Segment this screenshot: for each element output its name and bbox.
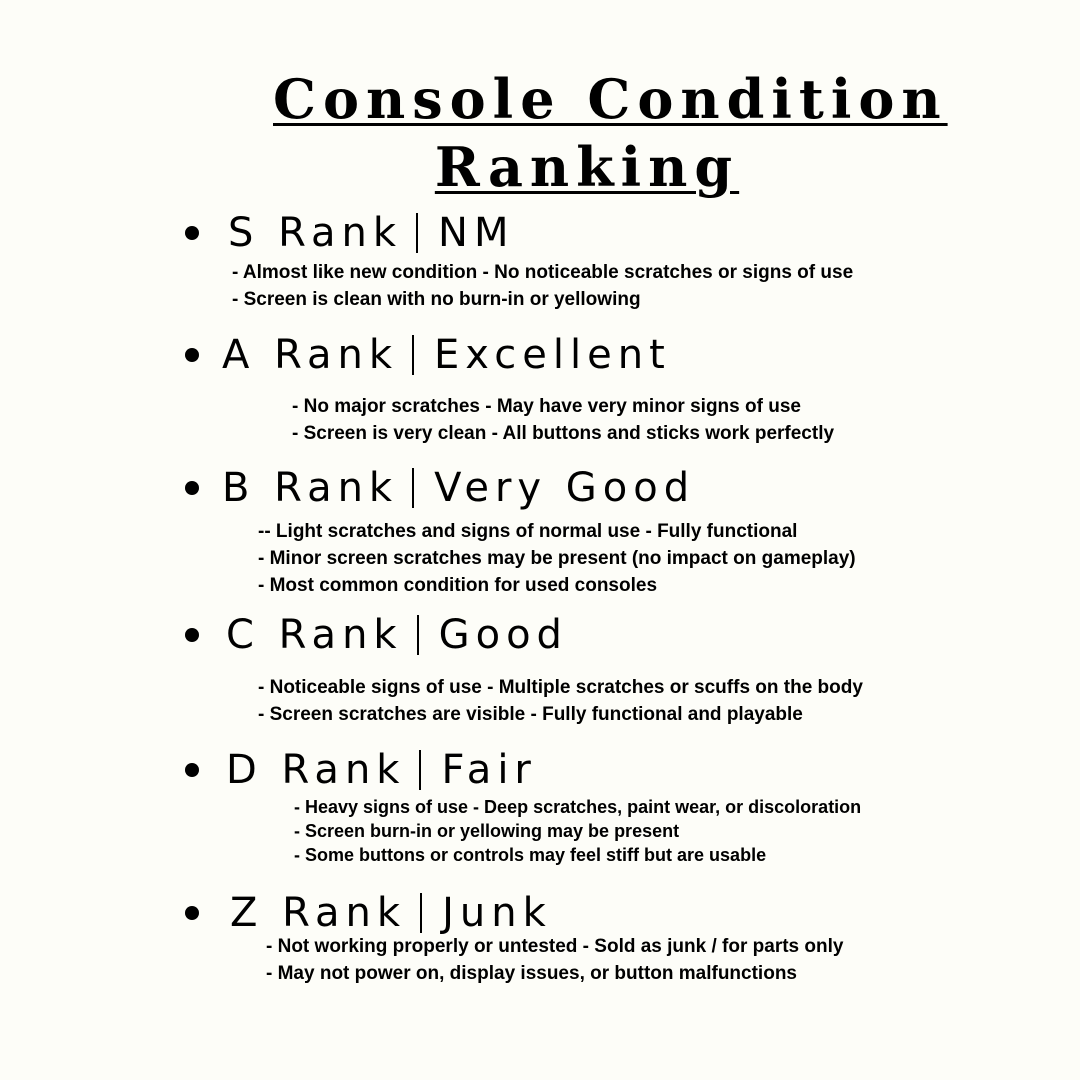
rank-label: C Rank	[226, 612, 403, 658]
rank-label: B Rank	[222, 465, 399, 511]
rank-description	[294, 795, 861, 867]
rank-label: S Rank	[228, 210, 403, 256]
rank-grade: Fair	[441, 747, 537, 793]
rank-grade: Good	[438, 612, 568, 658]
separator	[420, 893, 422, 933]
bullet-icon	[185, 906, 199, 920]
description-line: - Screen is clean with no burn-in or yellowing	[232, 289, 641, 310]
separator	[412, 468, 414, 508]
description-line: - Screen scratches are visible - Fully functional and playable	[258, 704, 803, 725]
bullet-icon	[185, 481, 199, 495]
rank-description	[258, 518, 856, 599]
rank-label: A Rank	[222, 332, 399, 378]
bullet-icon	[185, 628, 199, 642]
rank-grade: Very Good	[434, 465, 696, 511]
rank-description	[266, 933, 843, 987]
description-line: - Heavy signs of use - Deep scratches, paint wear, or discoloration	[294, 797, 862, 817]
rank-grade: Excellent	[434, 332, 671, 378]
description-line: - Not working properly or untested - Sold as junk / for parts only	[266, 936, 844, 957]
description-line: - May not power on, display issues, or button malfunctions	[266, 963, 797, 984]
page-title-line-1: Console Condition	[273, 67, 948, 131]
description-line: - Most common condition for used consoles	[258, 575, 658, 596]
rank-grade: Junk	[442, 890, 552, 936]
rank-heading	[230, 890, 552, 936]
bullet-icon	[185, 226, 199, 240]
description-line: - Noticeable signs of use - Multiple scratches or scuffs on the body	[258, 677, 863, 698]
description-line: - Screen is very clean - All buttons and sticks work perfectly	[292, 423, 835, 444]
description-line: -- Light scratches and signs of normal use - Fully functional	[258, 521, 798, 542]
rank-heading	[226, 612, 568, 658]
description-line: - Screen burn-in or yellowing may be present	[294, 821, 680, 841]
rank-grade: NM	[438, 210, 515, 256]
rank-description	[292, 393, 834, 447]
separator	[417, 615, 419, 655]
rank-description	[258, 674, 863, 728]
bullet-icon	[185, 763, 199, 777]
description-line: - Minor screen scratches may be present (no impact on gameplay)	[258, 548, 856, 569]
description-line: - Some buttons or controls may feel stiff but are usable	[294, 845, 767, 865]
separator	[412, 335, 414, 375]
separator	[419, 750, 421, 790]
description-line: - No major scratches - May have very minor signs of use	[292, 396, 801, 417]
rank-heading	[226, 747, 537, 793]
page-title-line-2: Ranking	[434, 135, 740, 199]
rank-description	[232, 259, 853, 313]
description-line: - Almost like new condition - No noticeable scratches or signs of use	[232, 262, 854, 283]
rank-label: Z Rank	[230, 890, 407, 936]
rank-heading	[222, 465, 696, 511]
bullet-icon	[185, 348, 199, 362]
rank-heading	[228, 210, 515, 256]
rank-heading	[222, 332, 671, 378]
rank-label: D Rank	[226, 747, 406, 793]
separator	[416, 213, 418, 253]
